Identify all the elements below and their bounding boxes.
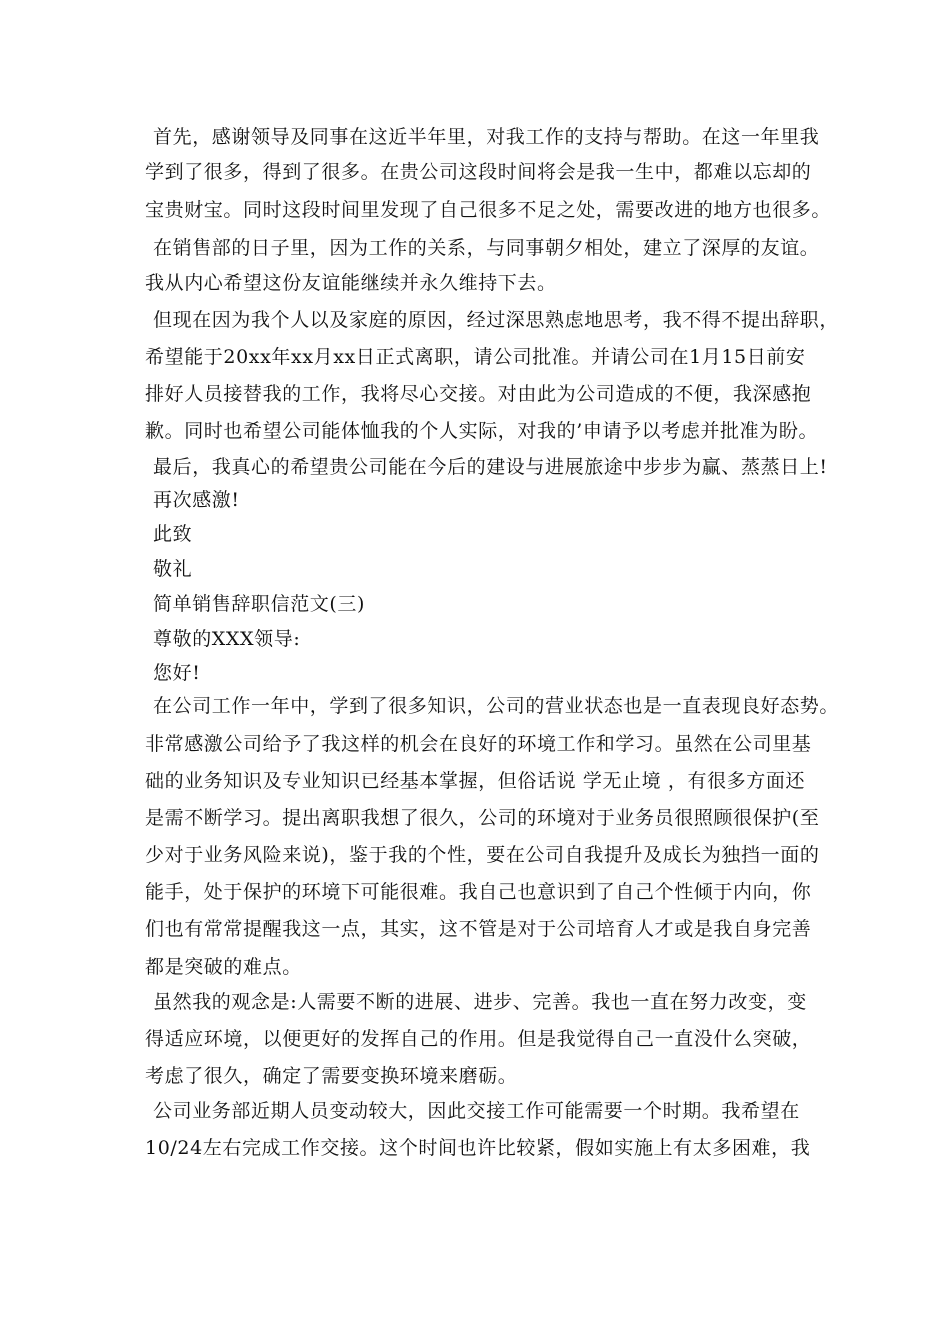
text-line: 宝贵财宝。同时这段时间里发现了自己很多不足之处，需要改进的地方也很多。 bbox=[145, 199, 832, 221]
text-line: 敬礼 bbox=[153, 558, 193, 580]
text-line: 再次感激! bbox=[153, 489, 240, 511]
text-line: 最后，我真心的希望贵公司能在今后的建设与进展旅途中步步为赢、蒸蒸日上! bbox=[153, 456, 828, 478]
text-line: 学到了很多，得到了很多。在贵公司这段时间将会是我一生中，都难以忘却的 bbox=[145, 161, 812, 183]
text-line: 础的业务知识及专业知识已经基本掌握，但俗话说 学无止境 ，有很多方面还 bbox=[145, 770, 806, 792]
text-line: 希望能于20xx年xx月xx日正式离职，请公司批准。并请公司在1月15日前安 bbox=[145, 346, 806, 368]
text-line: 排好人员接替我的工作，我将尽心交接。对由此为公司造成的不便，我深感抱 bbox=[145, 383, 812, 405]
text-line: 能手，处于保护的环境下可能很难。我自己也意识到了自己个性倾于内向，你 bbox=[145, 881, 812, 903]
text-line: 此致 bbox=[153, 523, 193, 545]
text-line: 在销售部的日子里，因为工作的关系，与同事朝夕相处，建立了深厚的友谊。 bbox=[153, 237, 820, 259]
text-line: 是需不断学习。提出离职我想了很久，公司的环境对于业务员很照顾很保护(至 bbox=[145, 807, 820, 829]
text-line: 10/24左右完成工作交接。这个时间也许比较紧，假如实施上有太多困难，我 bbox=[145, 1137, 811, 1159]
text-line: 歉。同时也希望公司能体恤我的个人实际，对我的’申请予以考虑并批准为盼。 bbox=[145, 420, 819, 442]
text-line: 首先，感谢领导及同事在这近半年里，对我工作的支持与帮助。在这一年里我 bbox=[153, 126, 820, 148]
text-line: 非常感激公司给予了我这样的机会在良好的环境工作和学习。虽然在公司里基 bbox=[145, 733, 812, 755]
text-line: 您好! bbox=[153, 662, 201, 684]
text-line: 虽然我的观念是:人需要不断的进展、进步、完善。我也一直在努力改变，变 bbox=[153, 991, 807, 1013]
text-line: 但现在因为我个人以及家庭的原因，经过深思熟虑地思考，我不得不提出辞职， bbox=[153, 309, 840, 331]
text-line: 都是突破的难点。 bbox=[145, 956, 302, 978]
text-line: 尊敬的XXX领导: bbox=[153, 628, 301, 650]
text-line: 公司业务部近期人员变动较大，因此交接工作可能需要一个时期。我希望在 bbox=[153, 1100, 800, 1122]
text-line: 我从内心希望这份友谊能继续并永久维持下去。 bbox=[145, 272, 557, 294]
text-line: 在公司工作一年中，学到了很多知识，公司的营业状态也是一直表现良好态势。 bbox=[153, 695, 840, 717]
text-line: 少对于业务风险来说)，鉴于我的个性，要在公司自我提升及成长为独挡一面的 bbox=[145, 844, 820, 866]
text-line: 简单销售辞职信范文(三) bbox=[153, 593, 366, 615]
text-line: 考虑了很久，确定了需要变换环境来磨砺。 bbox=[145, 1065, 518, 1087]
text-line: 们也有常常提醒我这一点，其实，这不管是对于公司培育人才或是我自身完善 bbox=[145, 918, 812, 940]
text-line: 得适应环境，以便更好的发挥自己的作用。但是我觉得自己一直没什么突破， bbox=[145, 1028, 812, 1050]
